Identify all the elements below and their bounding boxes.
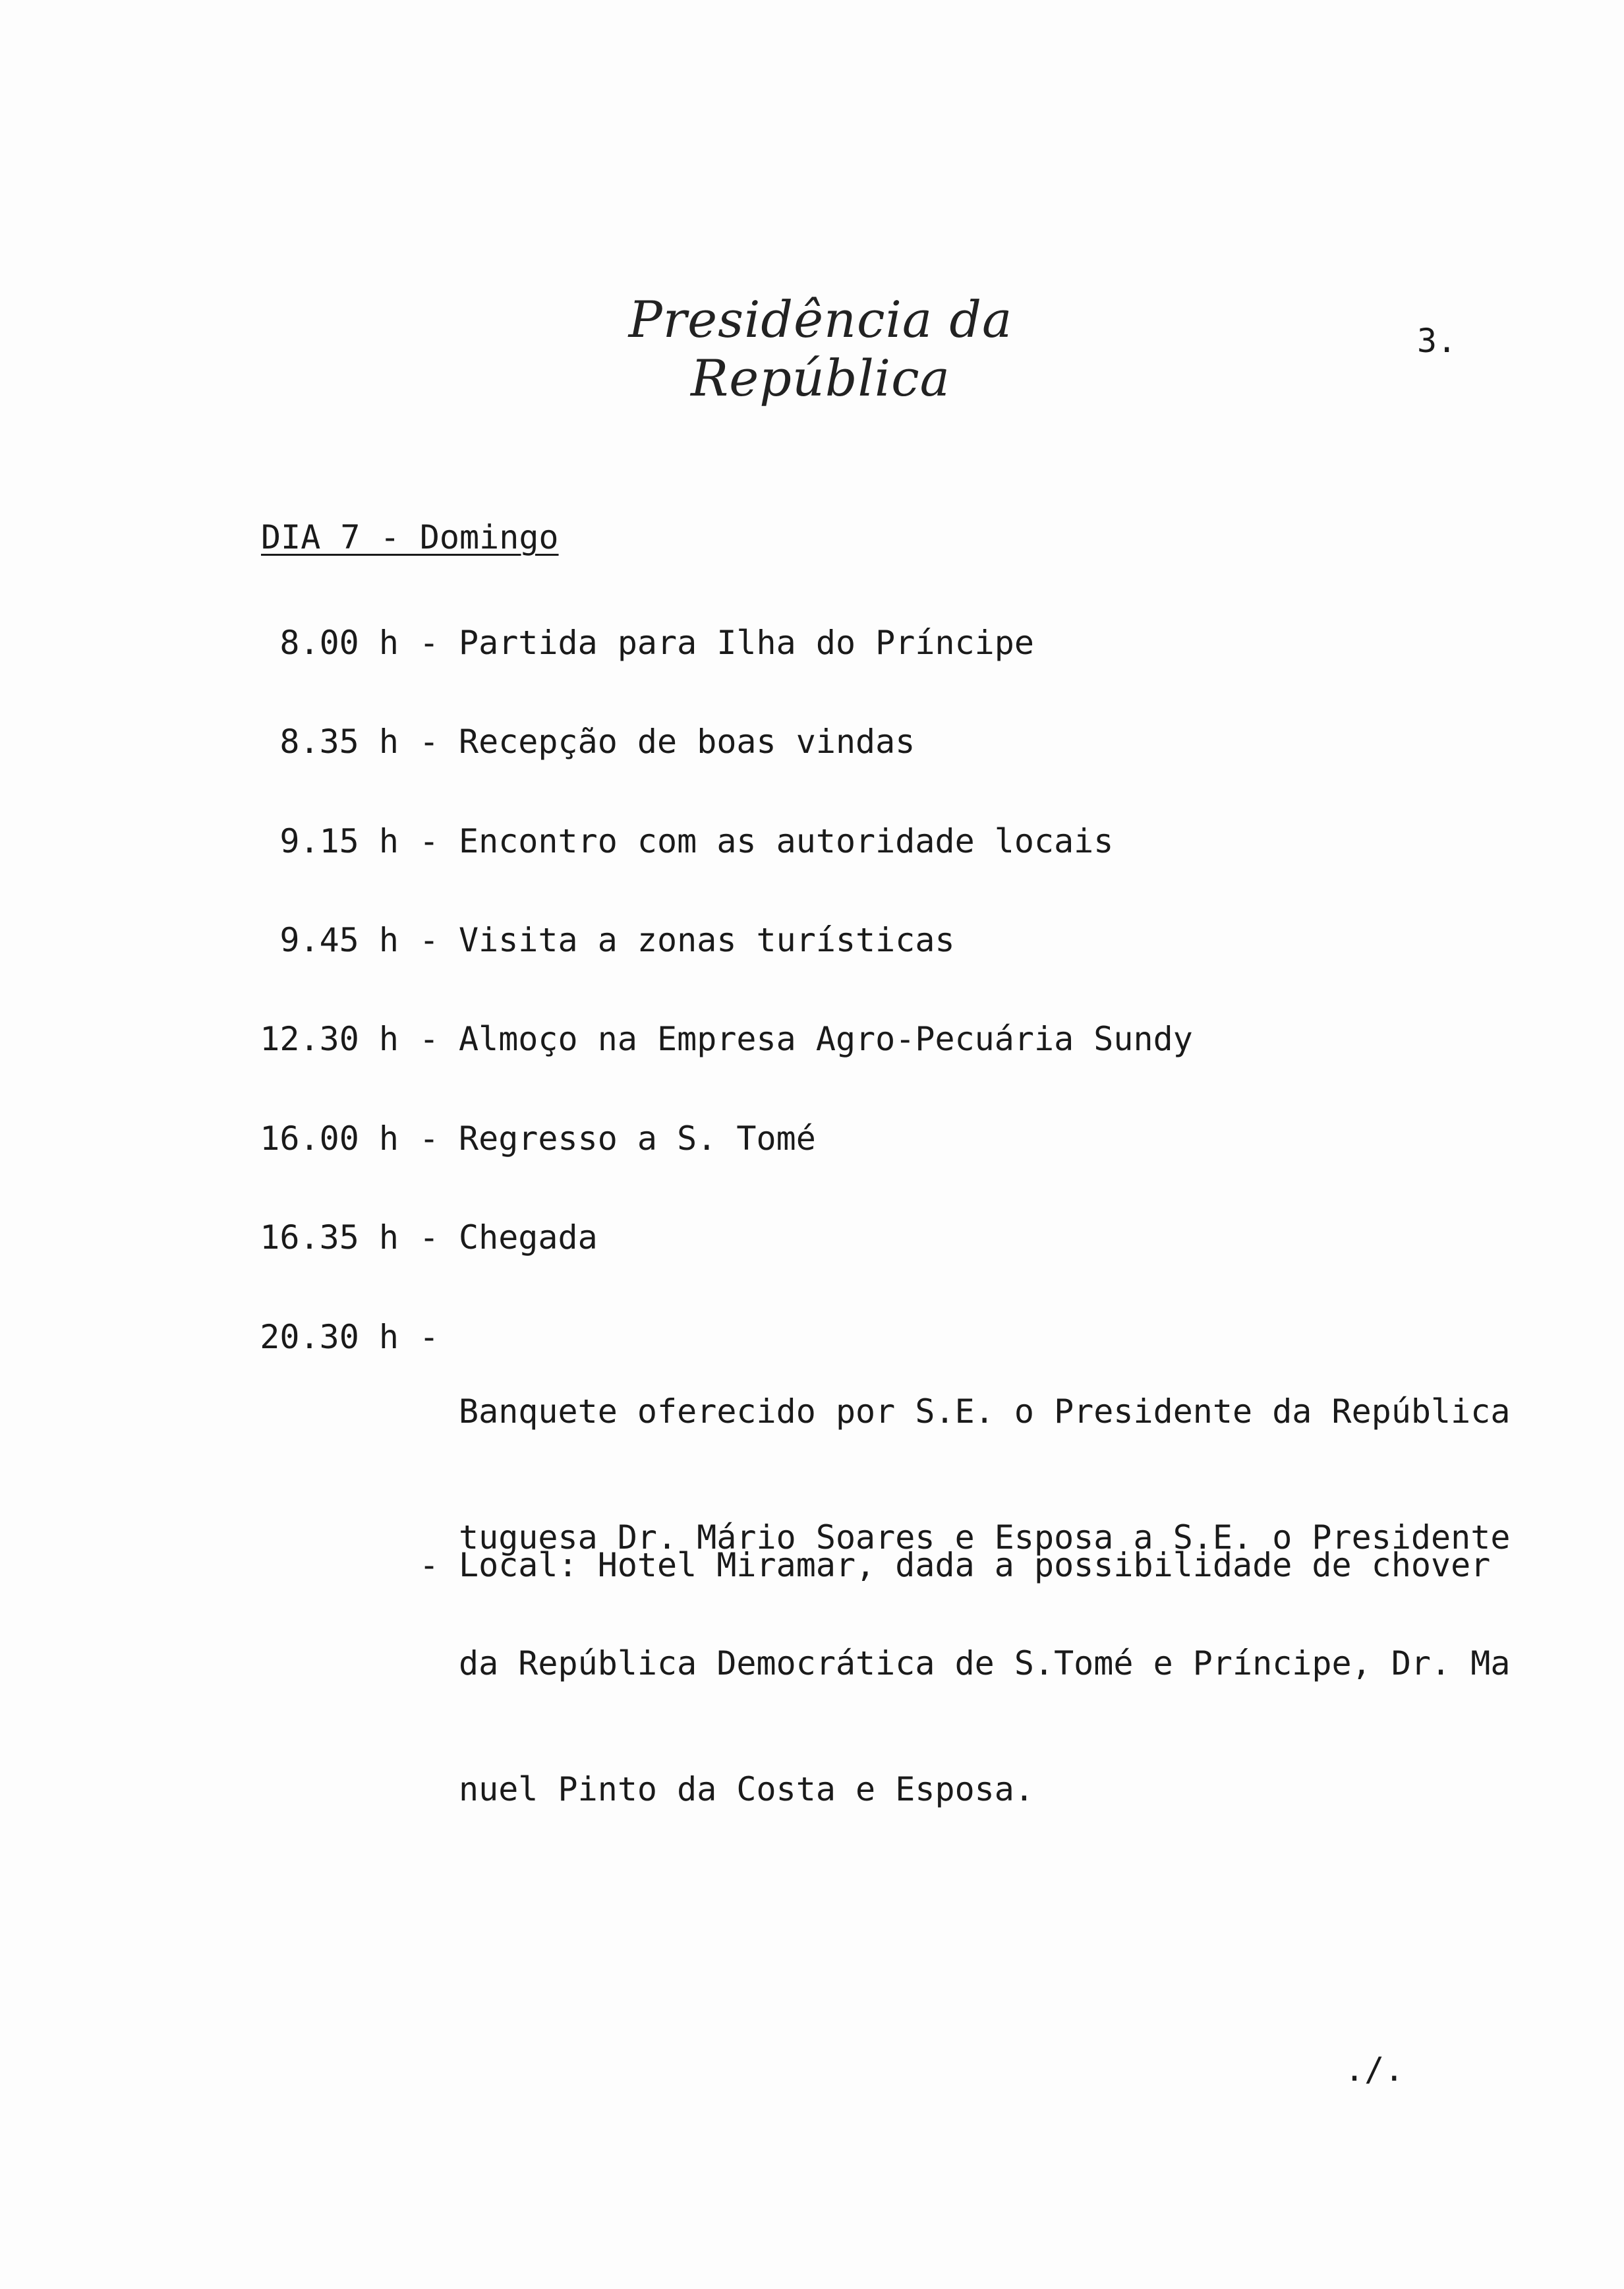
page-number: 3.	[1417, 322, 1457, 360]
entry-description-line: Banquete oferecido por S.E. o Presidente da República	[459, 1392, 1511, 1431]
entry-time: 8.00 h	[279, 624, 399, 662]
entry-description: Recepção de boas vindas	[459, 723, 915, 761]
entry-description: Visita a zonas turísticas	[459, 921, 955, 959]
entry-description: Chegada	[459, 1218, 598, 1257]
entry-description	[459, 1311, 1510, 1891]
day-heading: DIA 7 - Domingo	[261, 518, 559, 556]
entry-dash: -	[419, 1119, 440, 1158]
entry-dash: -	[419, 822, 440, 860]
entry-description: Regresso a S. Tomé	[459, 1119, 816, 1158]
entry-time: 20.30 h	[260, 1318, 399, 1356]
letterhead-title: Presidência da República	[628, 290, 1013, 407]
entry-time: 12.30 h	[260, 1020, 399, 1058]
entry-description-line: nuel Pinto da Costa e Esposa.	[459, 1770, 1034, 1808]
entry-dash: -	[419, 723, 440, 761]
entry-dash: -	[419, 1318, 440, 1356]
entry-dash: -	[419, 921, 440, 959]
entry-dash: -	[419, 1218, 440, 1257]
entry-description-line: tuguesa Dr. Mário Soares e Esposa a S.E. o Presidente	[459, 1518, 1511, 1557]
entry-description-line: da República Democrática de S.Tomé e Príncipe, Dr. Ma	[459, 1644, 1511, 1682]
entry-time: 9.45 h	[279, 921, 399, 959]
continuation-mark: ./.	[1345, 2050, 1405, 2089]
entry-description: Almoço na Empresa Agro-Pecuária Sundy	[459, 1020, 1193, 1058]
entry-time: 16.35 h	[260, 1218, 399, 1257]
entry-description: Encontro com as autoridade locais	[459, 822, 1114, 860]
note-text: Local: Hotel Miramar, dada a possibilidade de chover	[459, 1546, 1491, 1584]
entry-dash: -	[419, 1020, 440, 1058]
note-dash: -	[419, 1546, 440, 1584]
entry-time: 9.15 h	[279, 822, 399, 860]
entry-time: 16.00 h	[260, 1119, 399, 1158]
entry-description: Partida para Ilha do Príncipe	[459, 624, 1034, 662]
entry-time: 8.35 h	[279, 723, 399, 761]
entry-dash: -	[419, 624, 440, 662]
